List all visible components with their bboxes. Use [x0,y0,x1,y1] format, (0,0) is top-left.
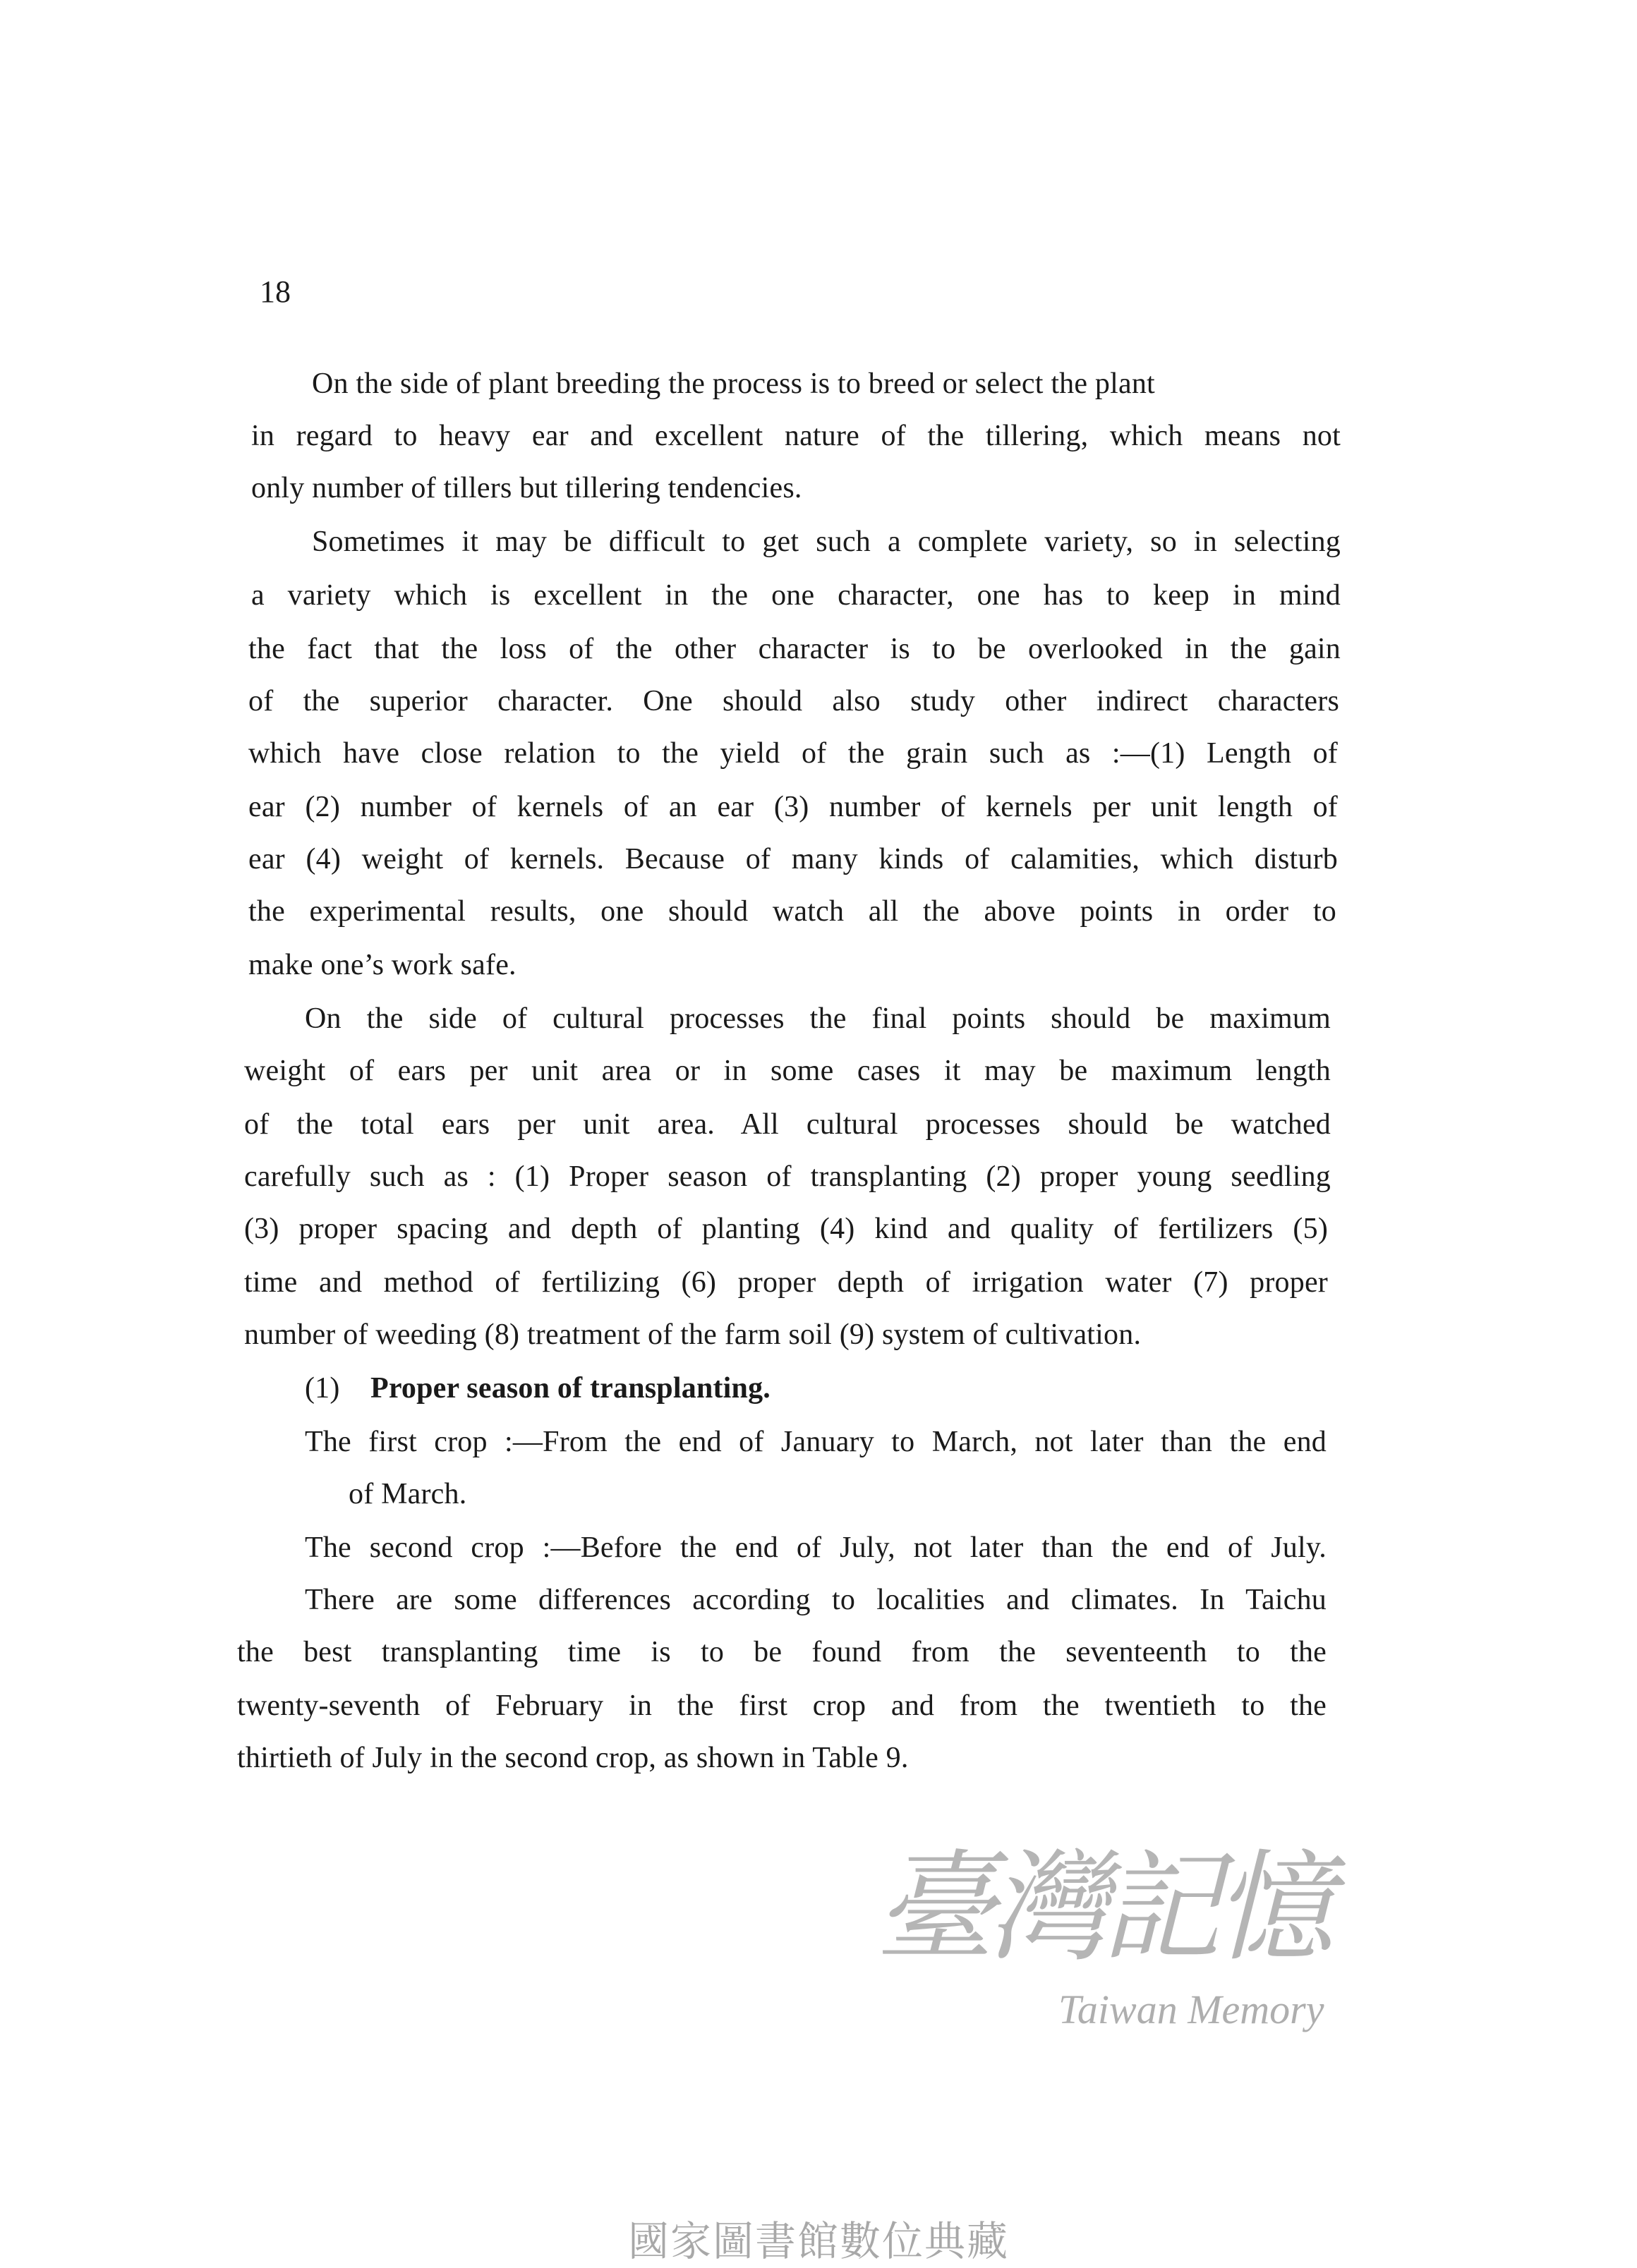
text-line: a variety which is excellent in the one character, one has to keep in mind [251,579,1341,612]
text-line: On the side of plant breeding the process is to breed or select the plant [312,368,1155,400]
section-heading-number: (1) [305,1372,340,1405]
text-line: weight of ears per unit area or in some cases it may be maximum length [244,1055,1331,1087]
second-crop-line: The second crop :—Before the end of July, not later than the end of July. [305,1532,1327,1564]
text-line: number of weeding (8) treatment of the farm soil (9) system of cultivation. [244,1318,1142,1351]
national-library-collection-mark: 國家圖書館數位典藏 [627,2217,1009,2265]
first-crop-line: The first crop :—From the end of January to March, not later than the end [305,1426,1327,1458]
text-line: which have close relation to the yield of the grain such as :—(1) Length of [248,737,1338,770]
text-line: Sometimes it may be difficult to get such a complete variety, so in selecting [312,526,1341,558]
taiwan-memory-watermark-chinese: 臺灣記憶 [875,1838,1327,1978]
taiwan-memory-watermark-english: Taiwan Memory [1058,1987,1324,2032]
text-line: the experimental results, one should watch all the above points in order to [248,895,1336,928]
first-crop-line-continued: of March. [349,1478,467,1510]
text-line: time and method of fertilizing (6) proper depth of irrigation water (7) proper [244,1266,1328,1299]
text-line: the best transplanting time is to be found from the seventeenth to the [237,1636,1327,1668]
text-line: carefully such as : (1) Proper season of transplanting (2) proper young seedling [244,1160,1331,1193]
page-number: 18 [260,274,291,309]
text-line: the fact that the loss of the other character is to be overlooked in the gain [248,633,1341,665]
text-line: make one’s work safe. [248,949,517,981]
text-line: of the superior character. One should also study other indirect characters [248,685,1339,717]
text-line: twenty-seventh of February in the first crop and from the twentieth to the [237,1690,1327,1722]
text-line: There are some differences according to localities and climates. In Taichu [305,1584,1327,1616]
text-line: in regard to heavy ear and excellent nature of the tillering, which means not [251,420,1341,452]
text-line: only number of tillers but tillering tendencies. [251,472,802,504]
text-line: of the total ears per unit area. All cultural processes should be watched [244,1108,1331,1141]
section-heading [305,1371,771,1405]
text-line: (3) proper spacing and depth of planting (4) kind and quality of fertilizers (5) [244,1213,1328,1245]
text-line: thirtieth of July in the second crop, as shown in Table 9. [237,1742,909,1774]
text-line: ear (4) weight of kernels. Because of many kinds of calamities, which disturb [248,843,1338,875]
text-line: On the side of cultural processes the final points should be maximum [305,1002,1331,1035]
text-line: ear (2) number of kernels of an ear (3) number of kernels per unit length of [248,791,1338,823]
section-heading-title: Proper season of transplanting. [370,1372,771,1405]
